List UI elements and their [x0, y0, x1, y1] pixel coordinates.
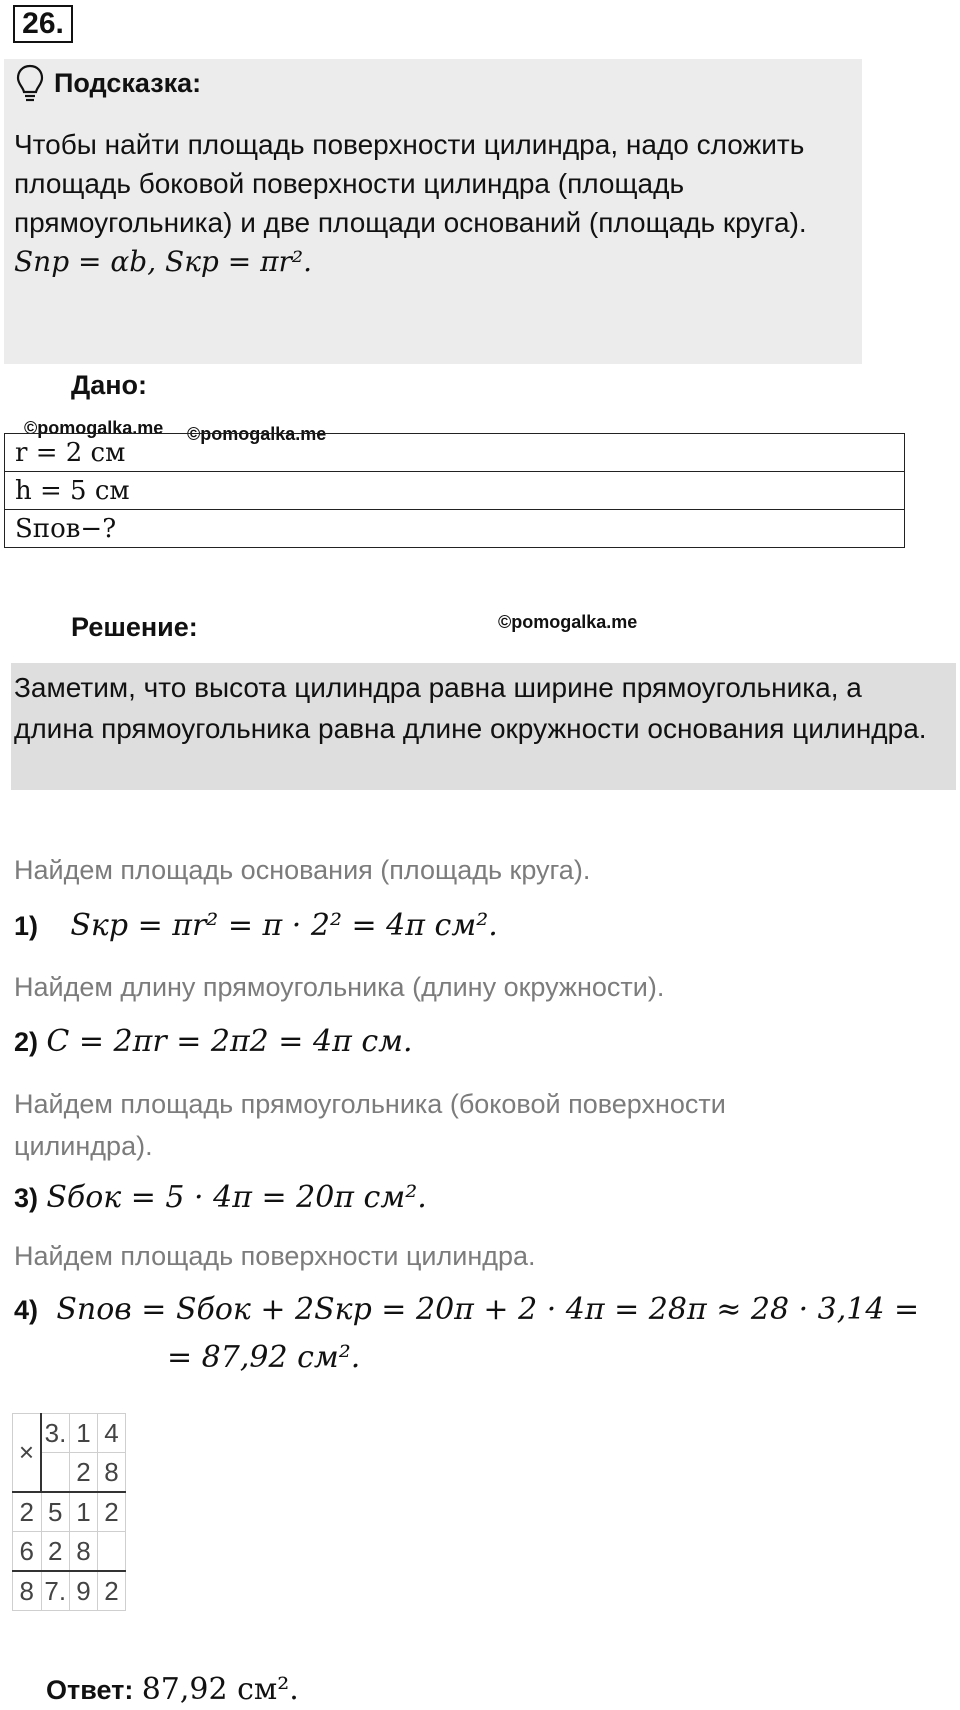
step-comment: Найдем площадь прямоугольника (боковой поверхности цилиндра).	[14, 1089, 726, 1161]
multiply-sign: ×	[13, 1414, 42, 1493]
mult-cell: 2	[13, 1492, 42, 1532]
mult-cell: 2	[70, 1453, 98, 1493]
task-number: 26.	[13, 5, 73, 43]
step-3	[14, 1180, 427, 1215]
mult-cell	[41, 1453, 70, 1493]
given-row	[5, 510, 905, 548]
mult-cell	[98, 1532, 126, 1572]
step-comment: Найдем площадь поверхности цилиндра.	[14, 1241, 536, 1271]
mult-cell: 7.	[41, 1571, 70, 1611]
hint-text	[14, 125, 859, 281]
mult-row	[13, 1414, 126, 1453]
mult-cell: 3.	[41, 1414, 70, 1453]
mult-row	[13, 1571, 126, 1611]
lightbulb-icon	[16, 64, 44, 104]
answer-label: Ответ:	[46, 1675, 134, 1705]
solution-title: Решение:	[71, 612, 198, 642]
mult-cell: 8	[13, 1571, 42, 1611]
mult-cell: 2	[98, 1492, 126, 1532]
step-formula: Sпов = Sбок + 2Sкр = 20π + 2 · 4π = 28π ≈ 28 · 3,14 =	[56, 1292, 920, 1327]
step-formula: C = 2πr = 2π2 = 4π см.	[46, 1024, 413, 1059]
mult-cell: 8	[70, 1532, 98, 1572]
mult-cell: 2	[98, 1571, 126, 1611]
solution-note: Заметим, что высота цилиндра равна ширине прямоугольника, а длина прямоугольника равна длине окружности основания цилиндра.	[14, 672, 927, 744]
mult-cell: 1	[70, 1414, 98, 1453]
mult-cell: 8	[98, 1453, 126, 1493]
watermark: ©pomogalka.me	[24, 418, 164, 438]
step-4	[14, 1292, 919, 1327]
hint-formula: Sпр = αb, Sкр = πr².	[14, 245, 313, 278]
given-cell: h = 5 см	[5, 472, 905, 510]
step-label: 2)	[14, 1027, 39, 1057]
hint-title: Подсказка:	[54, 68, 202, 98]
watermark: ©pomogalka.me	[187, 424, 327, 444]
given-cell: r = 2 см	[5, 434, 905, 472]
step-formula: Sбок = 5 · 4π = 20π см².	[46, 1180, 427, 1215]
hint-paragraph: Чтобы найти площадь поверхности цилиндра, надо сложить площадь боковой поверхности цилиндра (площадь прямоугольника) и две площади оснований (площадь круга).	[14, 129, 807, 238]
mult-cell: 5	[41, 1492, 70, 1532]
step-2	[14, 1024, 413, 1059]
step-formula: Sкр = πr² = π · 2² = 4π см².	[70, 908, 498, 943]
step-label: 1)	[14, 911, 39, 941]
mult-row	[13, 1532, 126, 1572]
answer-value: 87,92 см².	[141, 1672, 299, 1707]
watermark: ©pomogalka.me	[498, 612, 638, 632]
mult-cell: 1	[70, 1492, 98, 1532]
step-1	[14, 908, 498, 943]
given-row	[5, 434, 905, 472]
step-label: 3)	[14, 1183, 39, 1213]
given-cell: Sпов−?	[5, 510, 905, 548]
mult-cell: 6	[13, 1532, 42, 1572]
given-table	[4, 433, 905, 548]
mult-cell: 4	[98, 1414, 126, 1453]
mult-row	[13, 1492, 126, 1532]
mult-cell: 2	[41, 1532, 70, 1572]
given-row	[5, 472, 905, 510]
answer	[46, 1672, 299, 1707]
step-comment: Найдем площадь основания (площадь круга).	[14, 855, 591, 885]
step-label: 4)	[14, 1295, 39, 1325]
given-title: Дано:	[71, 370, 148, 400]
step-comment: Найдем длину прямоугольника (длину окружности).	[14, 972, 665, 1002]
mult-cell: 9	[70, 1571, 98, 1611]
multiplication-table	[12, 1413, 126, 1611]
step-formula-continuation: = 87,92 см².	[167, 1340, 361, 1375]
